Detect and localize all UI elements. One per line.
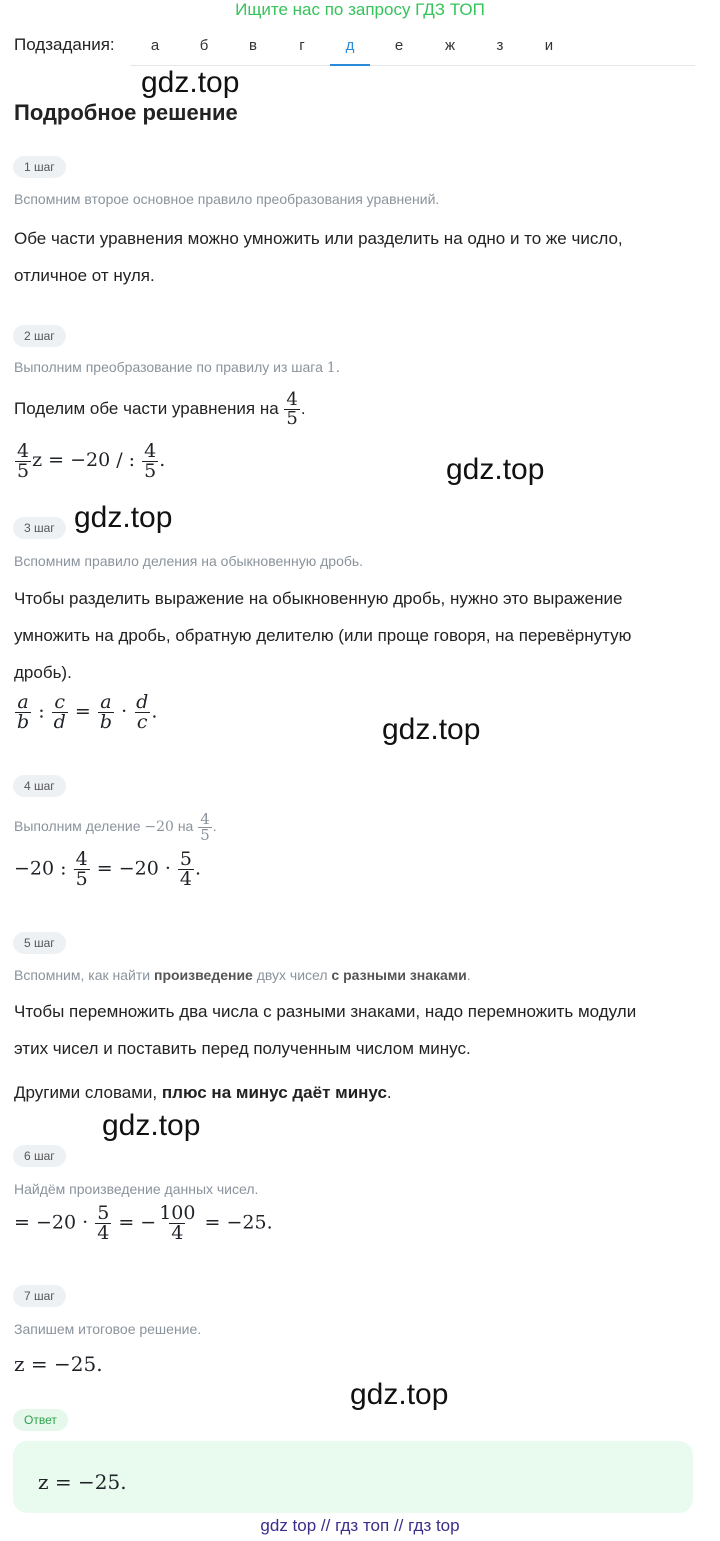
- period: .: [195, 857, 202, 880]
- hint-text: двух чисел: [256, 967, 328, 983]
- hint-text: Выполним деление: [14, 818, 141, 834]
- answer-badge: Ответ: [13, 1409, 68, 1431]
- numerator: 4: [200, 809, 210, 828]
- step-badge: 6 шаг: [13, 1145, 66, 1167]
- hint-bold: произведение: [153, 967, 253, 983]
- numerator: 4: [286, 389, 298, 411]
- equation-text: = −20 ·: [96, 857, 171, 880]
- text-line: умножить на дробь, обратную делителю (или проще говоря, на перевёрнутую: [14, 626, 632, 645]
- equation: [14, 437, 165, 483]
- subtasks-label: Подзадания:: [14, 35, 115, 54]
- fraction: [142, 439, 158, 482]
- denominator: 4: [179, 868, 193, 890]
- equation-text: −20 :: [14, 857, 67, 880]
- numerator: c: [54, 691, 66, 713]
- numerator: 4: [75, 848, 88, 870]
- watermark: gdz.top: [446, 453, 545, 486]
- text-line: этих чисел и поставить перед полученным числом минус.: [14, 1039, 471, 1058]
- step-text: [14, 220, 714, 294]
- watermark: gdz.top: [382, 713, 481, 746]
- answer-equation: z = −25.: [38, 1470, 127, 1494]
- fraction: [98, 693, 114, 732]
- fraction: [178, 850, 194, 889]
- denominator: 5: [75, 868, 88, 890]
- divide-sign: :: [38, 700, 45, 723]
- hint-number: −20: [144, 819, 174, 835]
- text-line: Другими словами,: [14, 1083, 158, 1102]
- tab-v[interactable]: в: [249, 37, 257, 54]
- text-line: Поделим обе части уравнения на: [14, 399, 279, 418]
- fraction: [95, 1204, 111, 1243]
- watermark: gdz.top: [102, 1109, 201, 1142]
- tab-g[interactable]: г: [299, 37, 305, 54]
- step-hint: Вспомним второе основное правило преобразования уравнений.: [14, 191, 440, 207]
- watermark: gdz.top: [350, 1378, 449, 1411]
- step-badge: 7 шаг: [13, 1285, 66, 1307]
- hint-text: Вспомним, как найти: [14, 967, 151, 983]
- tab-e[interactable]: е: [394, 37, 404, 54]
- hint-bold: с разными знаками: [331, 967, 467, 983]
- denominator: 4: [171, 1222, 184, 1244]
- text-line: Чтобы разделить выражение на обыкновенную дробь, нужно это выражение: [14, 589, 623, 608]
- equation-text: = −20 ·: [14, 1211, 89, 1234]
- text-line: Чтобы перемножить два числа с разными знаками, надо перемножить модули: [14, 1002, 637, 1021]
- period: .: [151, 700, 158, 723]
- numerator: 4: [144, 439, 157, 462]
- page-title: Подробное решение: [14, 100, 238, 125]
- equals-minus: = −: [118, 1211, 157, 1234]
- tab-b[interactable]: б: [199, 37, 209, 54]
- step-text: [14, 993, 714, 1067]
- equation-text: z = −20 / :: [32, 449, 136, 471]
- denominator: b: [17, 711, 30, 733]
- numerator: a: [100, 691, 112, 713]
- equation: [14, 693, 157, 732]
- active-tab-indicator: [330, 64, 370, 66]
- period: .: [212, 818, 217, 834]
- step-hint: [14, 967, 471, 983]
- fraction: [157, 1204, 197, 1243]
- numerator: 5: [97, 1202, 110, 1224]
- step-text: [14, 580, 714, 691]
- fraction: [284, 391, 299, 428]
- tab-d[interactable]: д: [345, 37, 355, 54]
- numerator: a: [17, 691, 29, 713]
- step-hint: Найдём произведение данных чисел.: [14, 1181, 259, 1197]
- tab-a[interactable]: а: [150, 37, 160, 54]
- period: .: [466, 967, 471, 983]
- denominator: d: [53, 711, 66, 733]
- step-text: [14, 1074, 392, 1111]
- denominator: 4: [97, 1222, 110, 1244]
- denominator: c: [136, 711, 148, 733]
- fraction: [15, 693, 31, 732]
- tab-z[interactable]: з: [496, 37, 504, 54]
- hint-text: на: [177, 818, 194, 834]
- tab-zh[interactable]: ж: [444, 37, 456, 54]
- hint-text: Выполним преобразование по правилу из шага: [14, 359, 323, 375]
- text-line: Обе части уравнения можно умножить или разделить на одно и то же число,: [14, 229, 623, 248]
- fraction: [15, 439, 31, 482]
- equation: [14, 850, 201, 889]
- step-badge: 3 шаг: [13, 517, 66, 539]
- numerator: 5: [179, 848, 193, 870]
- equation: [14, 1204, 273, 1243]
- text-line: отличное от нуля.: [14, 266, 155, 285]
- fraction: [52, 693, 68, 732]
- footer-links[interactable]: gdz top // гдз топ // гдз top: [260, 1516, 460, 1535]
- equals-sign: =: [74, 700, 91, 723]
- text-line: дробь).: [14, 663, 72, 682]
- watermark: gdz.top: [74, 501, 173, 534]
- equation: z = −25.: [14, 1352, 103, 1376]
- denominator: 5: [200, 825, 210, 844]
- hint-number: 1.: [326, 360, 341, 376]
- step-badge: 2 шаг: [13, 325, 66, 347]
- equation-text: = −25.: [204, 1211, 273, 1234]
- numerator: 100: [159, 1202, 196, 1224]
- denominator: 5: [17, 459, 30, 482]
- fraction: [74, 850, 90, 889]
- step-badge: 5 шаг: [13, 932, 66, 954]
- step-hint: Вспомним правило деления на обыкновенную дробь.: [14, 553, 364, 569]
- search-banner[interactable]: Ищите нас по запросу ГДЗ ТОП: [235, 0, 485, 19]
- watermark: gdz.top: [141, 66, 240, 99]
- period: .: [300, 399, 306, 418]
- fraction: [198, 809, 212, 844]
- denominator: 5: [286, 408, 298, 430]
- denominator: 5: [144, 459, 157, 482]
- numerator: 4: [17, 439, 30, 462]
- numerator: d: [136, 691, 149, 713]
- step-hint: [14, 359, 340, 376]
- fraction: [134, 693, 150, 732]
- tab-i[interactable]: и: [544, 37, 554, 54]
- step-hint: [14, 804, 217, 849]
- period: .: [386, 1083, 392, 1102]
- step-badge: 1 шаг: [13, 156, 66, 178]
- step-hint: Запишем итоговое решение.: [14, 1321, 202, 1337]
- step-text: [14, 383, 306, 435]
- period: .: [159, 449, 166, 471]
- step-badge: 4 шаг: [13, 775, 66, 797]
- text-bold: плюс на минус даёт минус: [161, 1083, 387, 1102]
- multiply-sign: ·: [121, 700, 128, 723]
- denominator: b: [99, 711, 113, 733]
